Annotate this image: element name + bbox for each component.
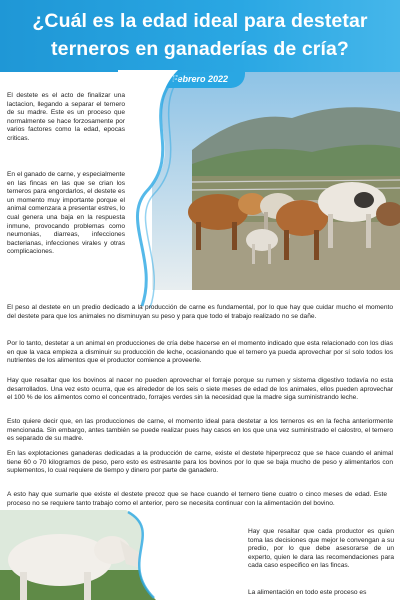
title-banner <box>0 0 400 72</box>
calf-photo <box>0 510 175 600</box>
body-paragraph-2: Por lo tanto, destetar a un animal en producciones de cría debe hacerse en el momento indicado que esta relacionado con los días en que la vaca empieza a disminuir su producción de leche, ocasionando que el ternero ya pueda aprovechar por sí solo todos los nutrientes de los alimentos que el productor comience a proveerle. <box>7 340 393 365</box>
decorative-swirl <box>118 70 198 310</box>
body-paragraph-6: A esto hay que sumarle que existe el destete precoz que se hace cuando el ternero tiene cuatro o cinco meses de edad. Este proceso no se requiere tanto trabajo como el anterior, pero se necesita continuar con la alimentación del bovino. <box>7 491 387 507</box>
intro-paragraph-1: El destete es el acto de finalizar una lactacion, llegando a separar el ternero de su madre. Este es un proceso que normalmente se hace forzosamente por varios factores como la edad, epocas criticas. <box>7 92 125 142</box>
body-paragraph-4: Esto quiere decir que, en las producciones de carne, el momento ideal para destetar a los terneros es en la fecha anteriormente mencionada. Sin embargo, antes también se puede realizar pues hay casos en los que una vez suministrado el calostro, el ternero es separado de su madre. <box>7 418 393 443</box>
publication-date: Febrero 2022 <box>171 74 229 84</box>
side-paragraph-1: Hay que resaltar que cada productor es quien toma las decisiones que mejor le convengan a su predio, por lo que debe asesorarse de un experto, quien le dara las recomendaciones para cada caso especifico en las fincas. <box>248 528 394 570</box>
body-paragraph-1: El peso al destete en un predio dedicado a la producción de carne es fundamental, por lo que hay que cuidar mucho el momento del destete para que los animales no disminuyan su peso y para que todo el trabajo realizado no se dañe. <box>7 304 393 320</box>
body-paragraph-5: En las explotaciones ganaderas dedicadas a la producción de carne, existe el destete hiperprecoz que se hace cuando el animal tiene 60 o 70 kilogramos de peso, pero esto es estresante para los bovinos por lo que se baja mucho de peso y alimentarlos con suplementos, lo cual requiere de tiempo y dinero por parte de ganadero. <box>7 450 393 475</box>
body-paragraph-3: Hay que resaltar que los bovinos al nacer no pueden aprovechar el forraje porque su rumen y sistema digestivo todavía no esta desarrollados. Una vez esto ocurra, que es alrededor de los seis o siete meses de edad de los animales, ellos pueden aprovechar el 100 % de los alimentos como el concentrado, forrajes verdes sin la necesidad que la madre siga suministrando leche. <box>7 377 393 402</box>
page-title: ¿Cuál es la edad ideal para destetar terneros en ganaderías de cría? <box>32 10 368 60</box>
intro-paragraph-2: En el ganado de carne, y especialmente en las fincas en las que se crian los terneros para engordarlos, el destete es un momento muy importante porque el animal comenzara a presentar estres, lo cual genera una baja en la respuesta inmune, provocando problemas como neumonias, diarreas, infecciones bacterianas, infecciones virales y otras complicaciones. <box>7 171 125 256</box>
side-paragraph-2: La alimentación en todo este proceso es <box>248 589 367 596</box>
